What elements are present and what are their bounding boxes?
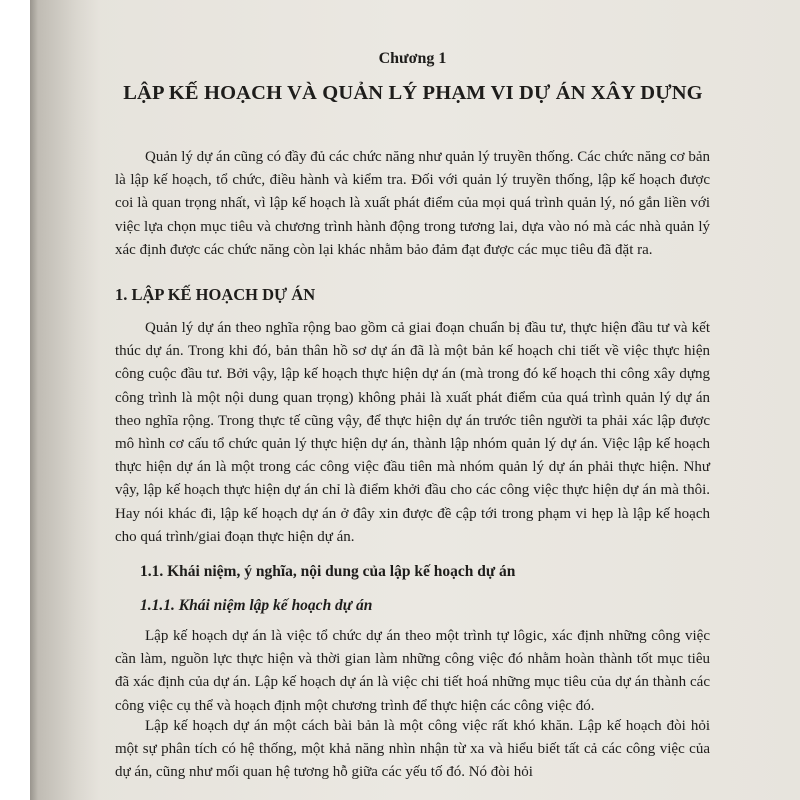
subsection-1-1-heading: 1.1. Khái niệm, ý nghĩa, nội dung của lập kế hoạch dự án <box>140 563 516 580</box>
book-binding-shadow <box>30 0 38 800</box>
intro-paragraph: Quản lý dự án cũng có đầy đủ các chức năng như quản lý truyền thống. Các chức năng cơ bản là lập kế hoạch, tổ chức, điều hành và kiểm tra. Đối với quản lý truyền thống, lập kế hoạch được coi là quan trọng nhất, vì lập kế hoạch là xuất phát điểm của mọi quá trình quản lý, nó gắn liền với việc lựa chọn mục tiêu và chương trình hành động trong tương lai, dựa vào nó mà các nhà quản lý xác định được các chức năng còn lại khác nhằm bảo đảm đạt được các mục tiêu đã đặt ra. <box>115 149 710 258</box>
subsection-1-1-1-heading: 1.1.1. Khái niệm lập kế hoạch dự án <box>140 597 373 614</box>
section-1-paragraph: Quản lý dự án theo nghĩa rộng bao gồm cả giai đoạn chuẩn bị đầu tư, thực hiện đầu tư và kết thúc dự án. Trong khi đó, bản thân hồ sơ dự án đã là một bản kế hoạch chi tiết về việc thực hiện công cuộc đầu tư. Bởi vậy, lập kế hoạch thực hiện dự án (mà trong đó kế hoạch thi công xây dựng công trình là một nội dung quan trọng) không phải là xuất phát điểm của quá trình quản lý dự án theo nghĩa rộng. Trong thực tế cũng vậy, để thực hiện dự án trước tiên người ta phải xác lập được mô hình cơ cấu tổ chức quản lý thực hiện dự án, thành lập nhóm quản lý dự án. Việc lập kế hoạch thực hiện dự án là một trong các công việc đầu tiên mà nhóm quản lý dự án phải thực hiện. Như vậy, lập kế hoạch thực hiện dự án chỉ là điểm khởi đầu cho các công việc thực hiện dự án mà thôi. Hay nói khác đi, lập kế hoạch dự án ở đây xin được đề cập tới trong phạm vi hẹp là lập kế hoạch cho quá trình/giai đoạn thực hiện dự án. <box>115 320 710 545</box>
definition-paragraph: Lập kế hoạch dự án là việc tổ chức dự án theo một trình tự lôgic, xác định những công việc cần làm, nguồn lực thực hiện và thời gian làm những công việc đó nhằm hoàn thành tốt mục tiêu đã xác định của dự án. Lập kế hoạch dự án là việc chi tiết hoá những mục tiêu của dự án thành các công việc cụ thể và hoạch định một chương trình để thực hiện các công việc đó. <box>115 628 710 714</box>
chapter-title: LẬP KẾ HOẠCH VÀ QUẢN LÝ PHẠM VI DỰ ÁN XÂY DỰNG <box>123 82 703 104</box>
chapter-label: Chương 1 <box>378 50 447 67</box>
last-paragraph: Lập kế hoạch dự án một cách bài bản là một công việc rất khó khăn. Lập kế hoạch đòi hỏi một sự phân tích có hệ thống, một khả năng nhìn nhận từ xa và hiểu biết tất cả các công việc của dự án, cũng như mối quan hệ tương hỗ giữa các yếu tố đó. Nó đòi hỏi <box>115 718 710 781</box>
section-1-heading: 1. LẬP KẾ HOẠCH DỰ ÁN <box>115 285 316 304</box>
book-page <box>30 0 800 800</box>
